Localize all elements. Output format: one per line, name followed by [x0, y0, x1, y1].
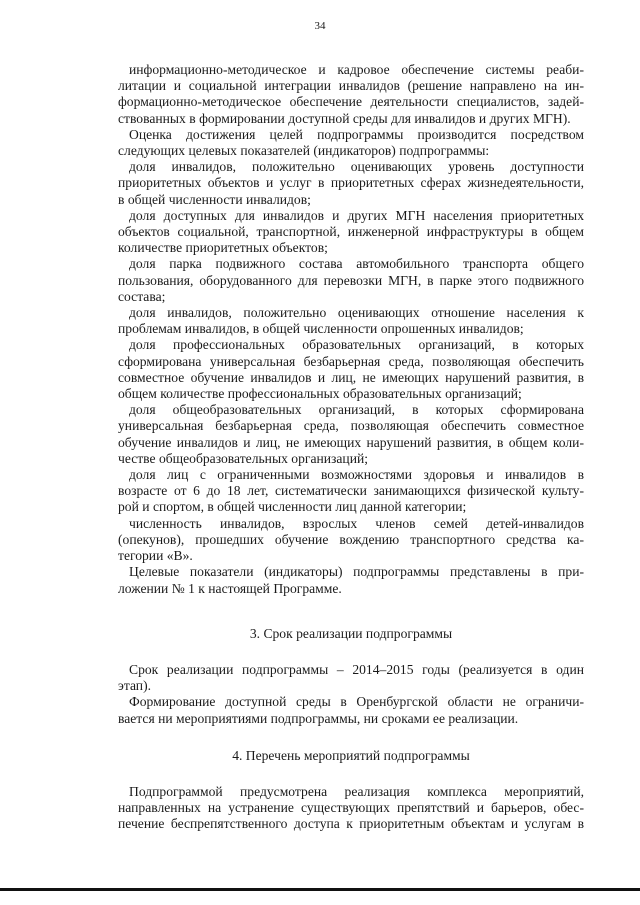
text-line: следующих целевых показателей (индикаторов) подпрограммы:	[118, 143, 490, 159]
text-line: количестве приоритетных объектов;	[118, 240, 328, 256]
text-line: направленных на устранение существующих препятствий и барьеров, обес-	[118, 800, 584, 816]
text-line: Подпрограммой предусмотрена реализация комплекса мероприятий,	[129, 784, 584, 799]
section-3-heading: 3. Срок реализации подпрограммы	[249, 626, 453, 641]
text-line: обучение инвалидов и лиц, не имеющих нарушений развития, в общем коли-	[118, 434, 584, 450]
text-line: доля лиц с ограниченными возможностями здоровья и инвалидов в	[129, 467, 584, 483]
text-line: (опекунов), прошедших обучение вождению транспортного средства ка-	[118, 531, 584, 547]
text-line: Срок реализации подпрограммы – 2014–2015 годы (реализуется в один	[129, 662, 584, 677]
text-line: ствованных в формировании доступной среды для инвалидов и других МГН).	[118, 110, 571, 126]
text-line: доля инвалидов, положительно оценивающих уровень доступности	[129, 159, 584, 175]
section-4-heading: 4. Перечень мероприятий подпрограммы	[232, 748, 470, 763]
text-line: информационно-методическое и кадровое обеспечение системы реаби-	[129, 62, 584, 77]
text-line: формационно-методическое обеспечение деятельности специалистов, задей-	[118, 94, 584, 110]
text-line: печение беспрепятственного доступа к приоритетным объектам и услугам в	[118, 816, 584, 832]
text-line: рой и спортом, в общей численности лиц данной категории;	[118, 499, 467, 515]
text-line: сформирована универсальная безбарьерная среда, позволяющая обеспечить	[118, 353, 584, 369]
text-line: вается ни мероприятиями подпрограммы, ни сроками ее реализации.	[118, 710, 519, 726]
text-line: этап).	[118, 678, 151, 694]
text-line: ложении № 1 к настоящей Программе.	[118, 580, 342, 596]
text-line: доля общеобразовательных организаций, в которых сформирована	[129, 402, 584, 418]
text-line: доля парка подвижного состава автомобильного транспорта общего	[129, 256, 584, 272]
text-line: Оценка достижения целей подпрограммы производится посредством	[129, 126, 584, 142]
text-line: в общей численности инвалидов;	[118, 191, 311, 207]
text-line: доля доступных для инвалидов и других МГН населения приоритетных	[129, 207, 584, 223]
text-line: приоритетных объектов и услуг в приоритетных сферах жизнедеятельности,	[118, 175, 584, 191]
text-line: универсальная безбарьерная среда, позволяющая обеспечить совместное	[118, 418, 584, 434]
text-line: численность инвалидов, взрослых членов семей детей-инвалидов	[129, 515, 584, 531]
text-line: возрасте от 6 до 18 лет, систематически занимающихся физической культу-	[118, 483, 584, 499]
text-line: проблемам инвалидов, в общей численности опрошенных инвалидов;	[118, 321, 524, 337]
text-line: литации и социальной интеграции инвалидов (решение направлено на ин-	[118, 78, 584, 94]
section-3-text	[118, 662, 584, 727]
text-line: тегории «В».	[118, 548, 193, 564]
indicators-text	[118, 62, 584, 597]
text-line: доля профессиональных образовательных организаций, в которых	[129, 337, 584, 353]
bottom-rule	[0, 888, 640, 891]
text-line: пользования, оборудованного для перевозки МГН, в парке этого подвижного	[118, 272, 584, 288]
section-4-text	[118, 784, 584, 833]
text-line: Целевые показатели (индикаторы) подпрограммы представлены в при-	[129, 564, 584, 580]
text-line: состава;	[118, 288, 166, 304]
text-line: объектов социальной, транспортной, инженерной инфраструктуры в общем	[118, 224, 584, 240]
page-number: 34	[314, 20, 326, 32]
text-line: доля инвалидов, положительно оценивающих отношение населения к	[129, 305, 584, 321]
text-line: совместное обучение инвалидов и лиц, не имеющих нарушений развития, в	[118, 369, 584, 385]
text-line: Формирование доступной среды в Оренбургской области не ограничи-	[129, 694, 584, 710]
text-line: общем количестве профессиональных образовательных организаций;	[118, 386, 522, 402]
text-line: честве общеобразовательных организаций;	[118, 450, 369, 466]
